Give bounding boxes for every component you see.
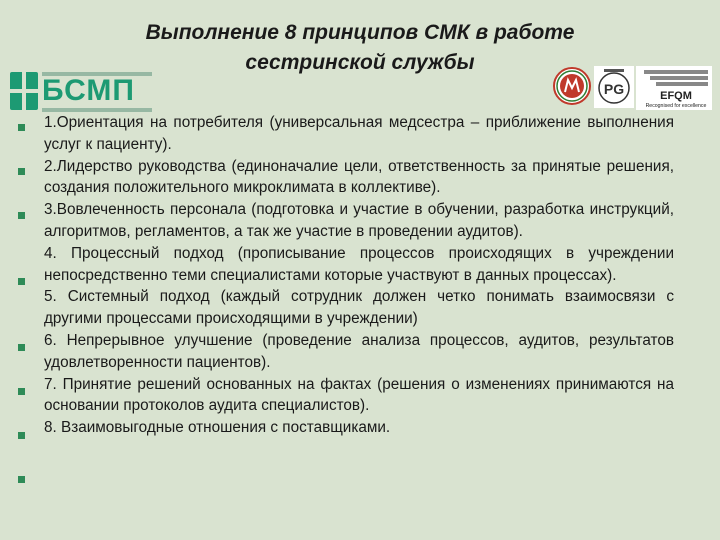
principle-item: 6. Непрерывное улучшение (проведение анализа процессов, аудитов, результатов удовлетворенности пациентов). <box>44 331 674 371</box>
certification-logos <box>552 66 712 110</box>
quality-seal-icon <box>552 66 592 106</box>
title-line-1: Выполнение 8 принципов СМК в работе <box>145 21 575 44</box>
bsmp-logo <box>10 70 154 114</box>
efqm-logo <box>636 66 712 110</box>
efqm-logo-text: EFQM <box>660 90 692 102</box>
bullet-marker <box>18 212 25 219</box>
bullet-marker <box>18 278 25 285</box>
principle-item: 4. Процессный подход (прописывание процессов происходящих в учреждении непосредственно теми специалистами которые участвуют в данных процессах). <box>44 244 674 284</box>
bullet-marker <box>18 124 25 131</box>
pg-cert-text: PG <box>603 81 625 97</box>
pg-cert-icon <box>594 66 634 108</box>
principle-item: 2.Лидерство руководства (единоначалие цели, ответственность за принятые решения, создания положительного микроклимата в коллективе). <box>44 157 674 197</box>
title-line-2: сестринской службы <box>245 51 475 74</box>
bullet-marker <box>18 344 25 351</box>
slide-title <box>90 18 630 78</box>
bullet-marker <box>18 388 25 395</box>
principle-item: 8. Взаимовыгодные отношения с поставщиками. <box>44 419 391 437</box>
efqm-logo-tagline: Recognised for excellence <box>645 103 707 109</box>
principle-item: 1.Ориентация на потребителя (универсальная медсестра – приближение выполнения услуг к пациенту). <box>44 114 674 153</box>
principle-item: 5. Системный подход (каждый сотрудник должен четко понимать взаимосвязи с другими процессами происходящими в учреждении) <box>44 288 674 328</box>
principles-list <box>44 112 674 439</box>
principle-item: 3.Вовлеченность персонала (подготовка и участие в обучении, разработка инструкций, алгоритмов, регламентов, а так же участие в проведении аудитов). <box>44 201 674 240</box>
bsmp-logo-text: БСМП <box>42 74 135 107</box>
bullet-marker <box>18 476 25 483</box>
bullet-marker <box>18 432 25 439</box>
bullet-marker <box>18 168 25 175</box>
bsmp-cross-icon <box>10 72 38 110</box>
principle-item: 7. Принятие решений основанных на фактах (решения о изменениях принимаются на основании протоколов аудита специалистов). <box>44 375 674 415</box>
